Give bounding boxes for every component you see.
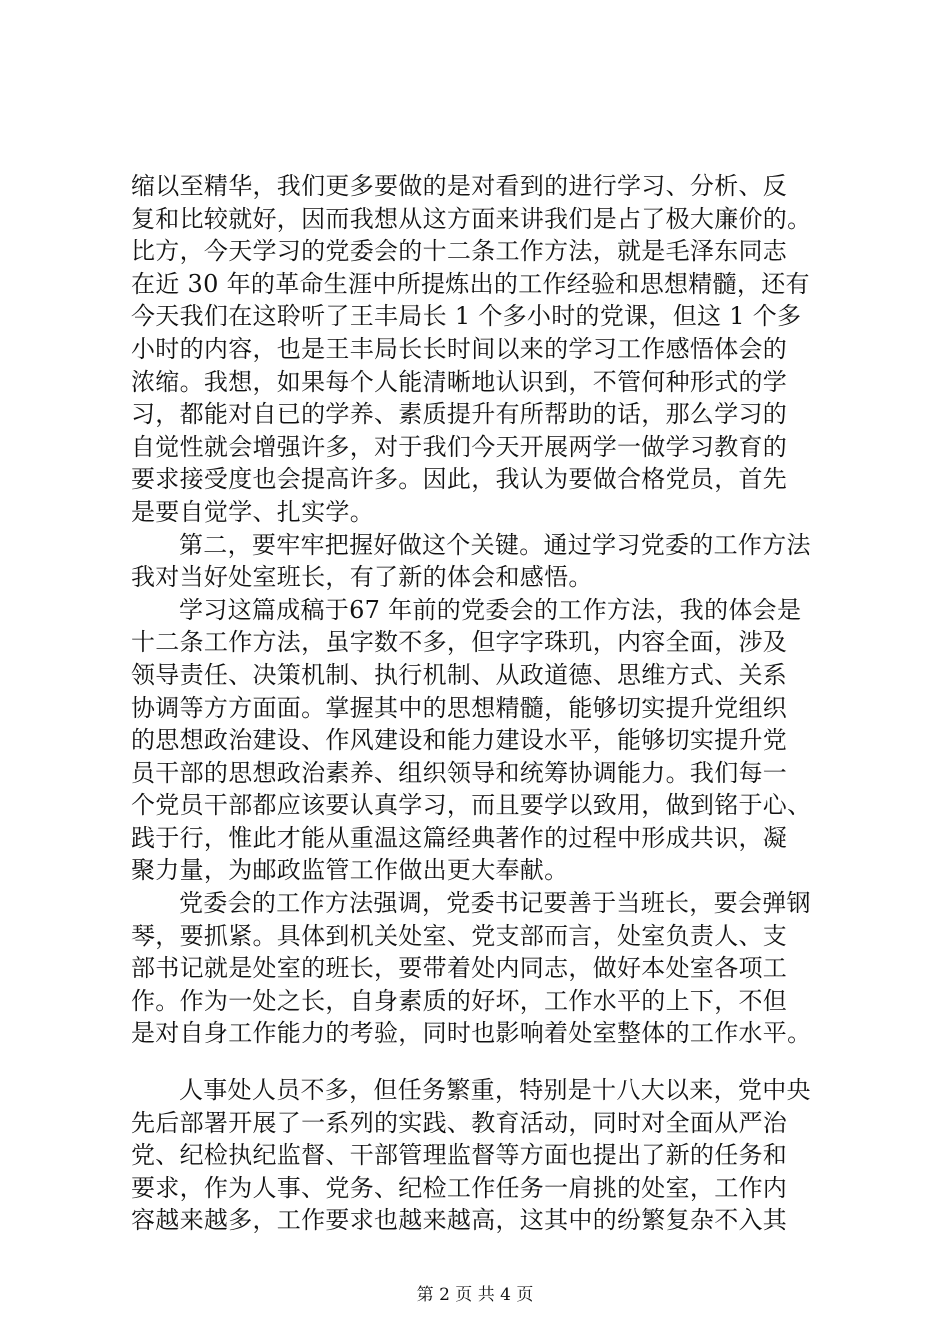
text-line: 习，都能对自已的学养、素质提升有所帮助的话，那么学习的 <box>131 400 788 429</box>
text-line: 学习这篇成稿于67 年前的党委会的工作方法，我的体会是 <box>179 595 802 624</box>
text-line: 作。作为一处之长，自身素质的好坏，工作水平的上下，不但 <box>131 986 788 1015</box>
text-line: 协调等方方面面。掌握其中的思想精髓，能够切实提升党组织 <box>131 693 788 722</box>
text-line: 容越来越多，工作要求也越来越高，这其中的纷繁复杂不入其 <box>131 1206 788 1235</box>
text-line: 党、纪检执纪监督、干部管理监督等方面也提出了新的任务和 <box>131 1141 788 1170</box>
text-line: 是对自身工作能力的考验，同时也影响着处室整体的工作水平。 <box>131 1019 812 1048</box>
text-line: 部书记就是处室的班长，要带着处内同志，做好本处室各项工 <box>131 954 788 983</box>
text-line: 在近 30 年的革命生涯中所提炼出的工作经验和思想精髓，还有 <box>131 269 810 298</box>
text-line: 个党员干部都应该要认真学习，而且要学以致用，做到铭于心、 <box>131 791 812 820</box>
text-line: 领导责任、决策机制、执行机制、从政道德、思维方式、关系 <box>131 660 788 689</box>
text-line: 比方，今天学习的党委会的十二条工作方法，就是毛泽东同志 <box>131 237 788 266</box>
text-line: 人事处人员不多，但任务繁重，特别是十八大以来，党中央 <box>179 1076 811 1105</box>
paragraph <box>131 170 831 529</box>
text-line: 我对当好处室班长，有了新的体会和感悟。 <box>131 563 593 592</box>
text-line: 要求，作为人事、党务、纪检工作任务一肩挑的处室，工作内 <box>131 1173 788 1202</box>
text-line: 党委会的工作方法强调，党委书记要善于当班长，要会弹钢 <box>179 889 811 918</box>
paragraph <box>131 594 831 887</box>
text-line: 先后部署开展了一系列的实践、教育活动，同时对全面从严治 <box>131 1108 788 1137</box>
text-line: 是要自觉学、扎实学。 <box>131 497 374 526</box>
text-line: 员干部的思想政治素养、组织领导和统筹协调能力。我们每一 <box>131 758 788 787</box>
paragraph <box>131 529 831 594</box>
text-line: 的思想政治建设、作风建设和能力建设水平，能够切实提升党 <box>131 726 788 755</box>
paragraph <box>131 887 831 1050</box>
text-line: 浓缩。我想，如果每个人能清晰地认识到，不管何种形式的学 <box>131 367 788 396</box>
text-line: 要求接受度也会提高许多。因此，我认为要做合格党员，首先 <box>131 465 788 494</box>
text-line: 今天我们在这聆听了王丰局长 1 个多小时的党课，但这 1 个多 <box>131 302 802 331</box>
text-line: 第二，要牢牢把握好做这个关键。通过学习党委的工作方法 <box>179 530 811 559</box>
paragraph-gap <box>131 1050 831 1074</box>
text-line: 自觉性就会增强许多，对于我们今天开展两学一做学习教育的 <box>131 432 788 461</box>
document-body <box>131 170 831 1237</box>
text-line: 践于行，惟此才能从重温这篇经典著作的过程中形成共识，凝 <box>131 823 788 852</box>
text-line: 缩以至精华，我们更多要做的是对看到的进行学习、分析、反 <box>131 172 788 200</box>
paragraph <box>131 1074 831 1237</box>
text-line: 十二条工作方法，虽字数不多，但字字珠玑，内容全面，涉及 <box>131 628 788 657</box>
text-line: 小时的内容，也是王丰局长长时间以来的学习工作感悟体会的 <box>131 334 788 363</box>
page-footer: 第 2 页 共 4 页 <box>416 1285 534 1305</box>
text-line: 琴，要抓紧。具体到机关处室、党支部而言，处室负责人、支 <box>131 921 788 950</box>
text-line: 聚力量，为邮政监管工作做出更大奉献。 <box>131 856 569 885</box>
text-line: 复和比较就好，因而我想从这方面来讲我们是占了极大廉价的。 <box>131 204 812 233</box>
